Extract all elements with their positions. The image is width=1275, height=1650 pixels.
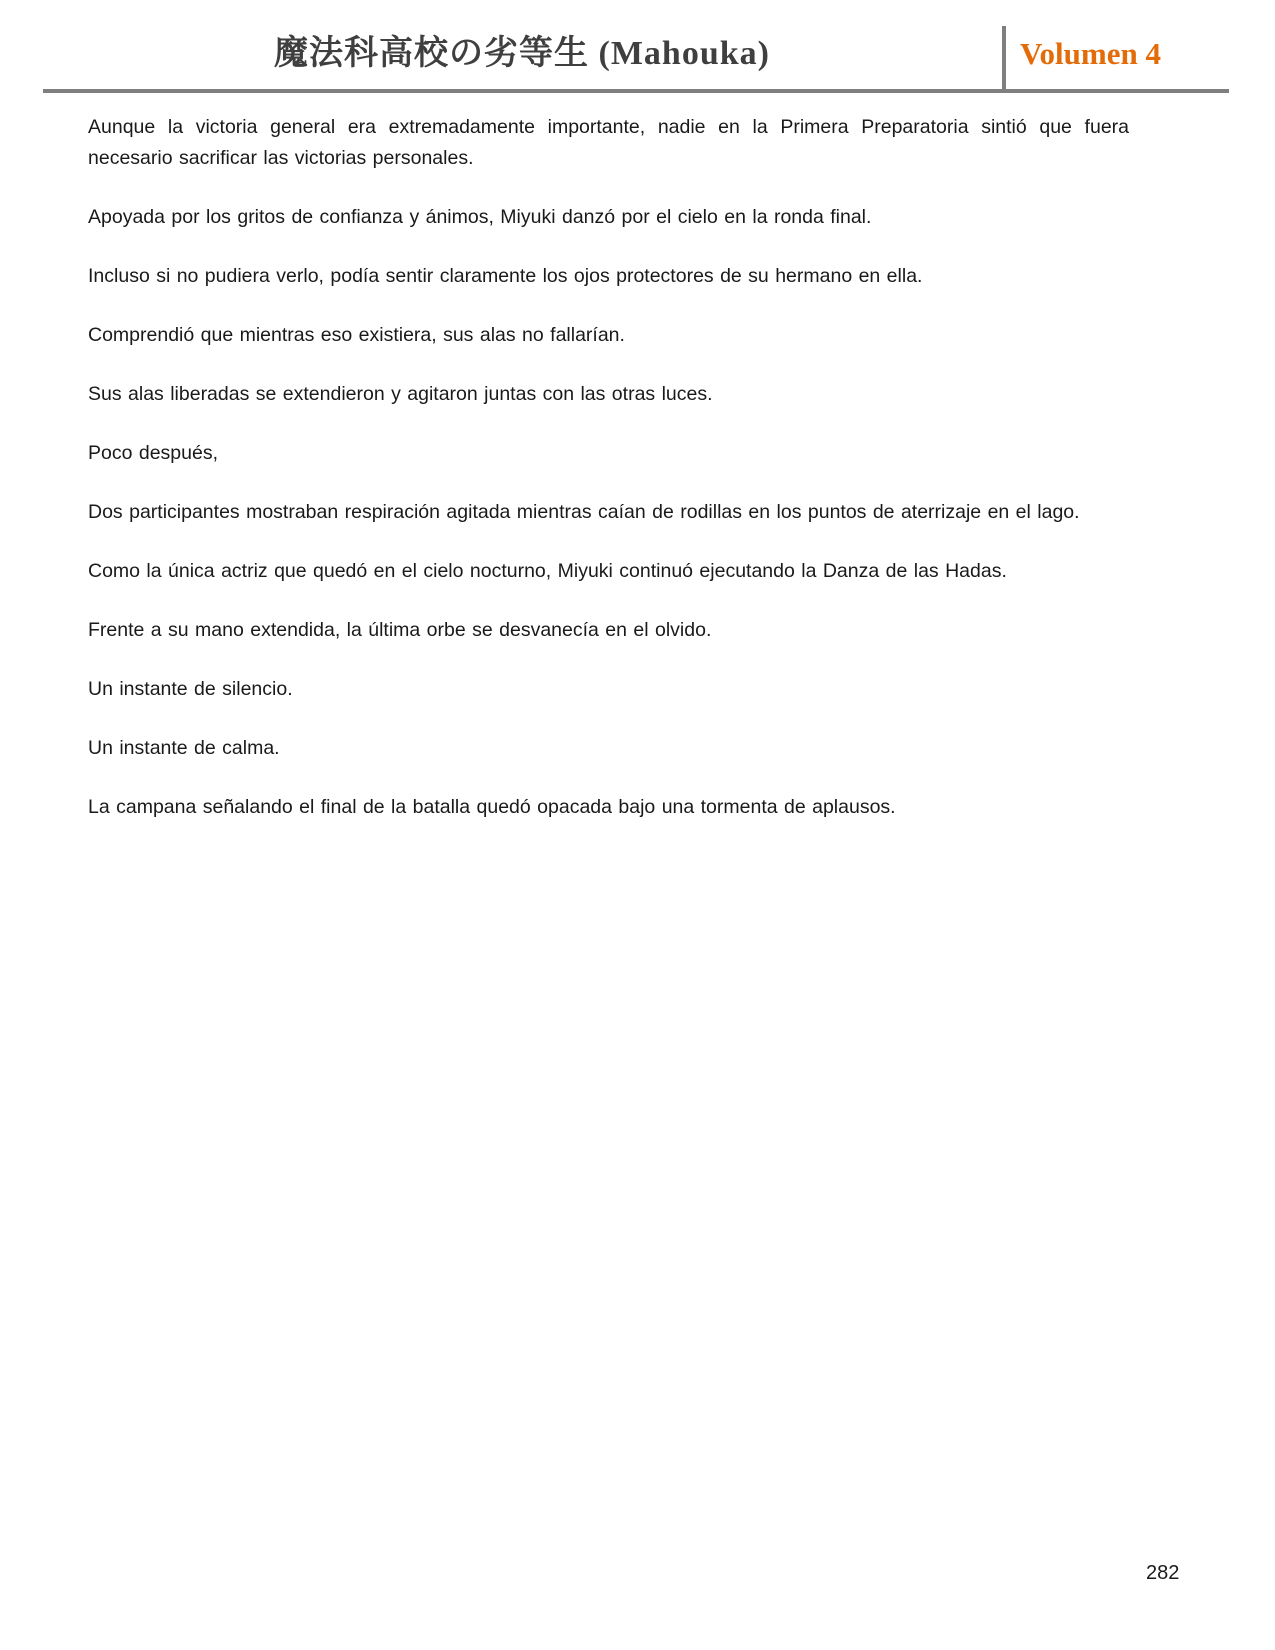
paragraph: Dos participantes mostraban respiración agitada mientras caían de rodillas en los puntos de aterrizaje en el lago. [88, 501, 1080, 523]
volume-label: Volumen 4 [1020, 36, 1161, 71]
paragraph: Frente a su mano extendida, la última orbe se desvanecía en el olvido. [88, 619, 712, 641]
paragraphs [88, 112, 1129, 851]
page-number: 282 [1146, 1562, 1180, 1584]
paragraph: La campana señalando el final de la batalla quedó opacada bajo una tormenta de aplausos. [88, 796, 896, 818]
page-title: 魔法科高校の劣等生 (Mahouka) [274, 35, 770, 72]
header-divider-bar [1002, 26, 1006, 92]
paragraph: Como la única actriz que quedó en el cielo nocturno, Miyuki continuó ejecutando la Danza de las Hadas. [88, 560, 1007, 582]
paragraph: Un instante de calma. [88, 737, 280, 759]
paragraph: Poco después, [88, 442, 219, 464]
paragraph: Sus alas liberadas se extendieron y agitaron juntas con las otras luces. [88, 383, 713, 405]
paragraph: Apoyada por los gritos de confianza y ánimos, Miyuki danzó por el cielo en la ronda final. [88, 206, 872, 228]
paragraph: Aunque la victoria general era extremadamente importante, nadie en la Primera Preparatoria sintió que fuera necesario sacrificar las victorias personales. [88, 116, 1129, 169]
header-horizontal-rule [43, 89, 1229, 93]
paragraph: Un instante de silencio. [88, 678, 293, 700]
paragraph: Comprendió que mientras eso existiera, sus alas no fallarían. [88, 324, 625, 346]
paragraph: Incluso si no pudiera verlo, podía sentir claramente los ojos protectores de su hermano en ella. [88, 265, 923, 287]
